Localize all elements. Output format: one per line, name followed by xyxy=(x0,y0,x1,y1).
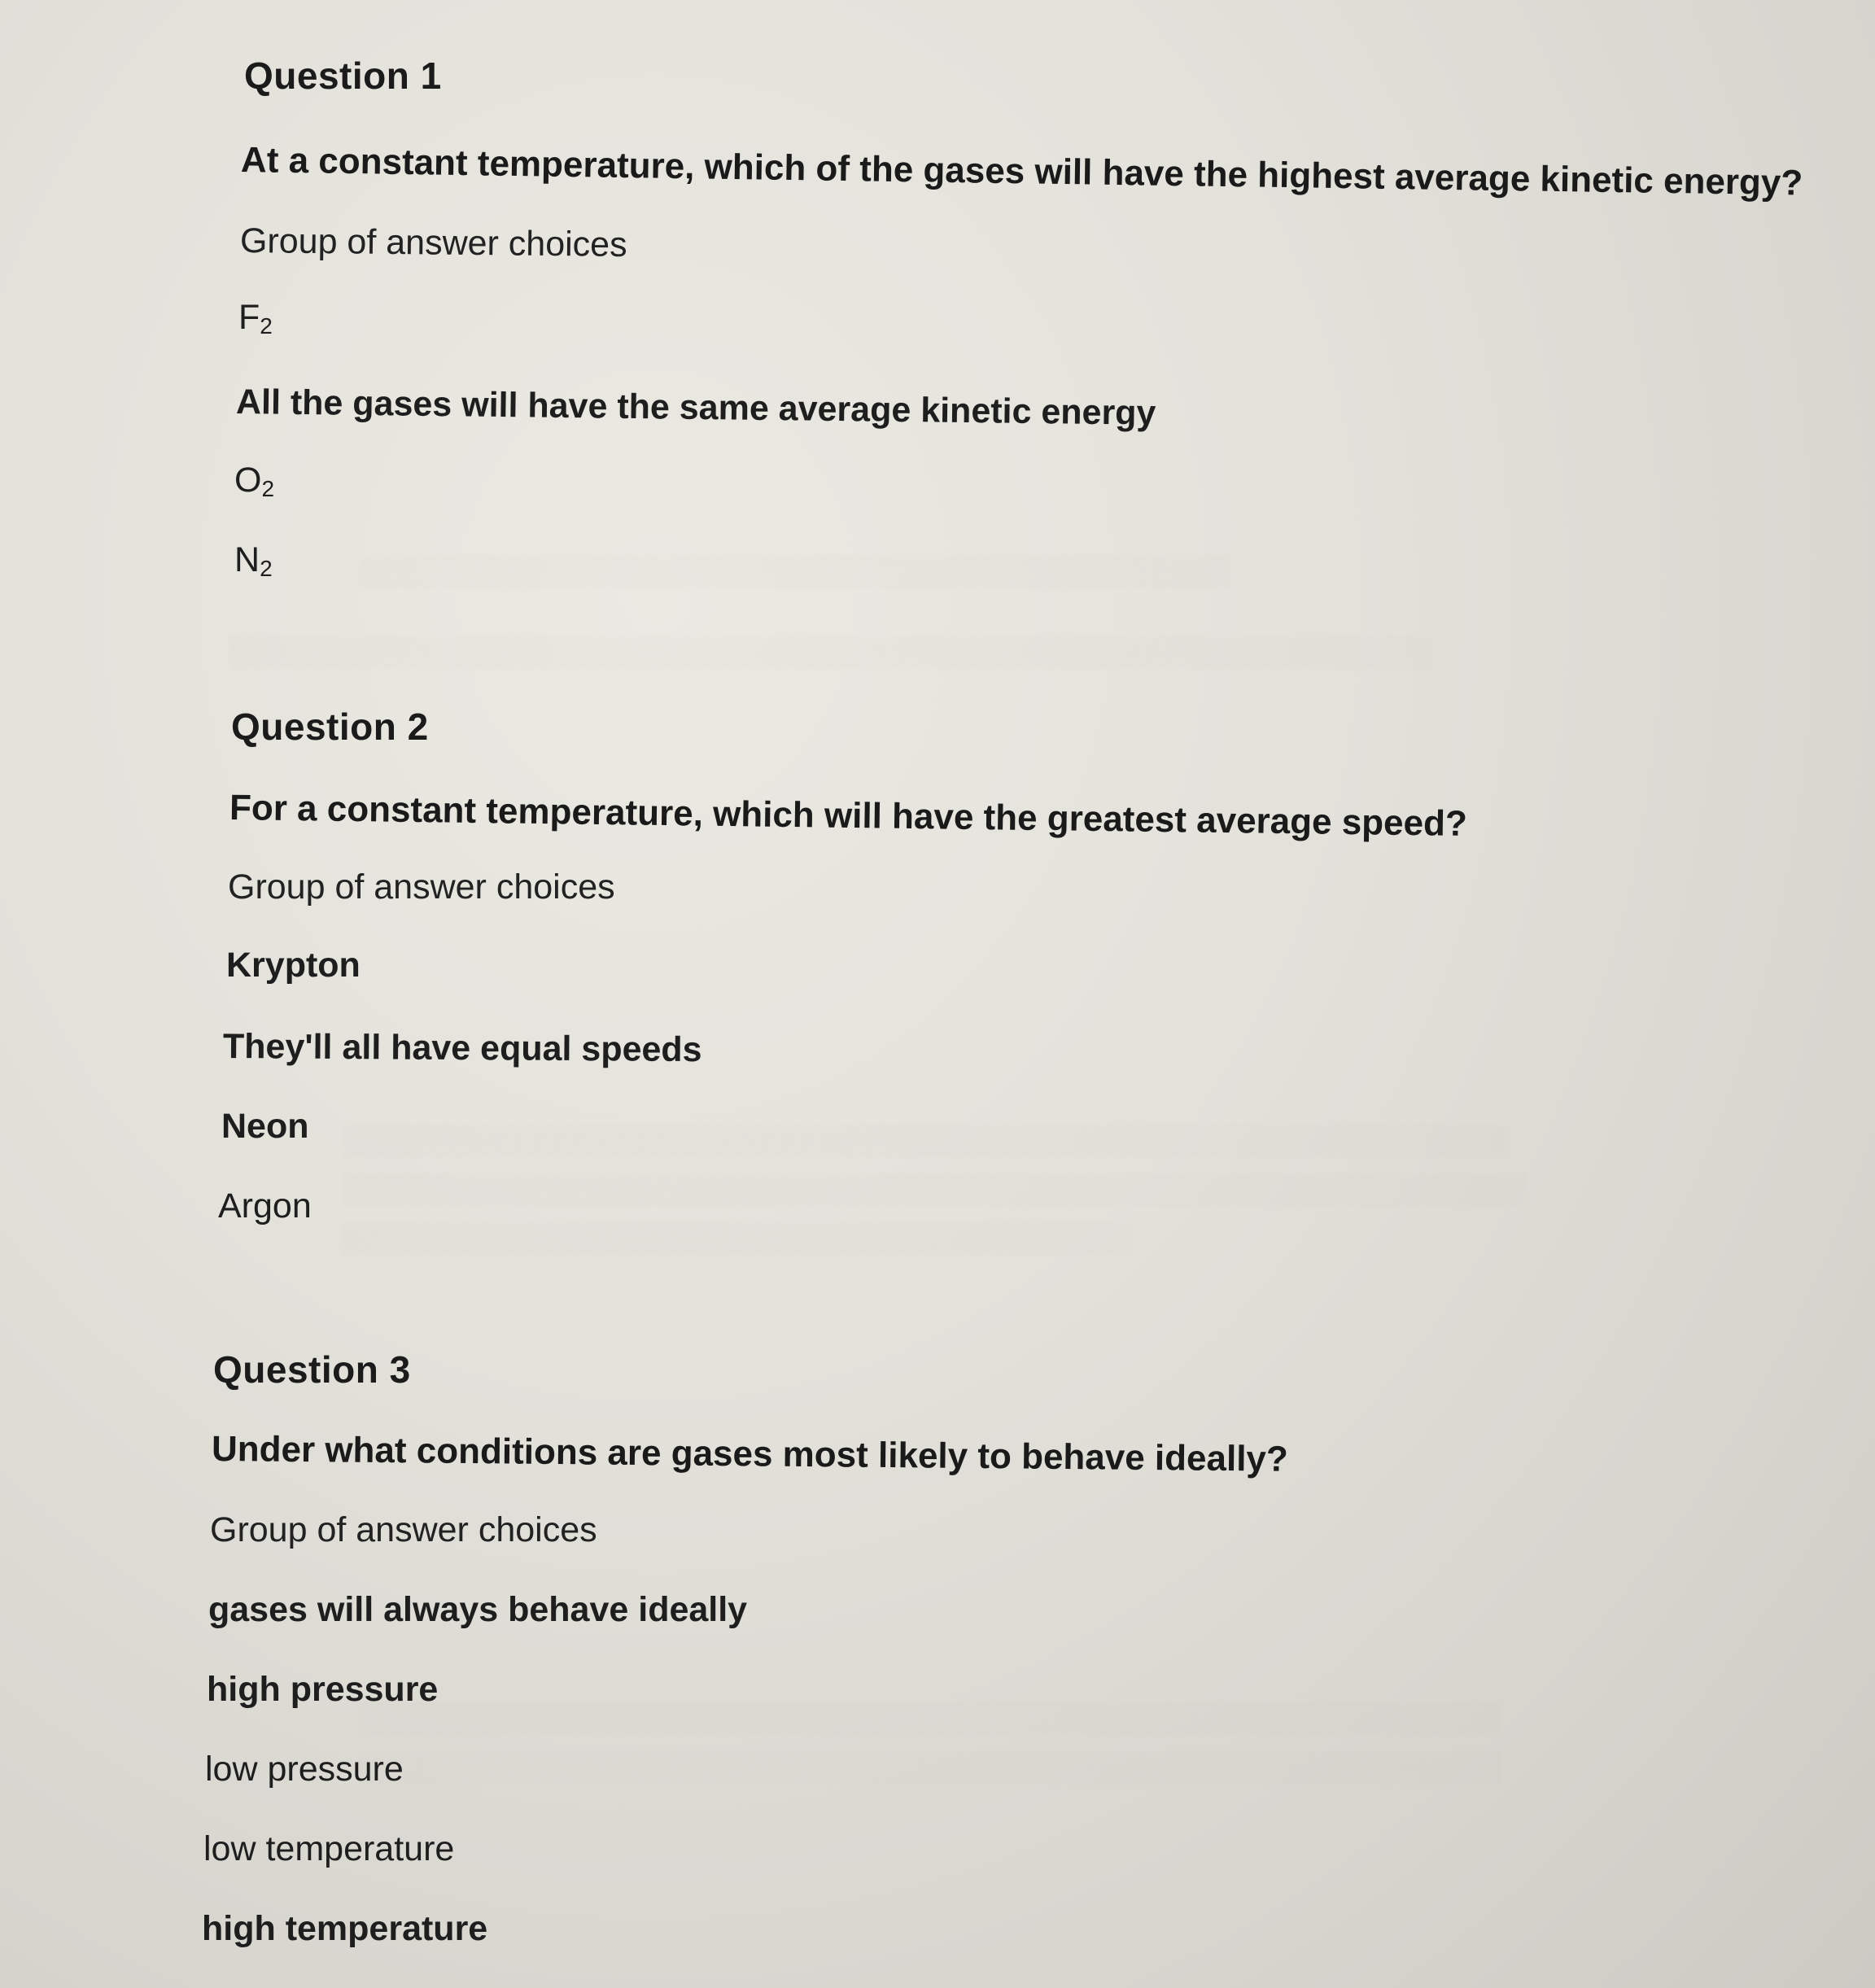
bleed-through-text: ░░░░░░░░░░░░░░░░░░░░░░░░░░░░░░░░░░░░░░░░░░░░░░░░░░░░░░░░ xyxy=(342,1123,1505,1156)
question-1-subheading: Group of answer choices xyxy=(239,221,627,264)
answer-choice-high-temperature[interactable]: high temperature xyxy=(202,1909,488,1948)
answer-choice-same-kinetic-energy[interactable]: All the gases will have the same average kinetic energy xyxy=(235,382,1156,433)
bleed-through-text: ░░░░░░░░░░░░░░░░░░░░░░░░░░░░░░░░░░░░░░░░░░ xyxy=(358,553,1230,587)
bleed-through-text: ░░░░░░░░░░░░░░░░░░░░░░░░░░░░░░░░░░░░░░░░░░░░░░░░░░░░░░░ xyxy=(358,1750,1500,1783)
answer-choice-n2[interactable]: $N_2$ xyxy=(234,540,273,581)
bleed-through-text: ░░░░░░░░░░░░░░░░░░░░░░░░░░░░░░░░░░░░░░░░░░░░░░░░░░░░░░░░░ xyxy=(342,1172,1525,1205)
question-3-title: Question 3 xyxy=(213,1348,411,1391)
answer-choice-krypton[interactable]: Krypton xyxy=(226,946,361,985)
bleed-through-text: ░░░░░░░░░░░░░░░░░░░░░░░░░░░░░░░░░░░░░░░░░░░░░░░░░░░░░░░ xyxy=(358,1701,1500,1734)
answer-choice-argon[interactable]: Argon xyxy=(218,1186,312,1226)
answer-choice-neon[interactable]: Neon xyxy=(221,1107,309,1146)
question-3-prompt: Under what conditions are gases most likely to behave ideally? xyxy=(211,1429,1289,1479)
answer-choice-o2[interactable]: $O_2$ xyxy=(234,461,275,501)
question-3-subheading: Group of answer choices xyxy=(210,1510,597,1549)
answer-choice-f2[interactable]: $F_2$ xyxy=(238,298,273,339)
bleed-through-text: ░░░░░░░░░░░░░░░░░░░░░░░░░░░░░░░░░░░░░░░░░░░░░░░░░░░░░░░░░░ xyxy=(228,635,1432,668)
answer-choice-always-ideal[interactable]: gases will always behave ideally xyxy=(208,1590,748,1629)
question-1-title: Question 1 xyxy=(244,55,442,97)
bleed-through-text: ░░░░░░░░░░░░░░░░░░░░░░░░░░░░░░░░░░░░░░ xyxy=(342,1221,1131,1254)
question-2-title: Question 2 xyxy=(231,706,429,748)
answer-choice-high-pressure[interactable]: high pressure xyxy=(207,1670,439,1709)
answer-choice-low-pressure[interactable]: low pressure xyxy=(205,1750,404,1789)
answer-choice-low-temperature[interactable]: low temperature xyxy=(203,1829,455,1868)
question-2-prompt: For a constant temperature, which will have the greatest average speed? xyxy=(229,788,1468,844)
question-2-subheading: Group of answer choices xyxy=(228,867,615,907)
question-1-prompt: At a constant temperature, which of the gases will have the highest average kinetic energy? xyxy=(240,140,1803,203)
answer-choice-equal-speeds[interactable]: They'll all have equal speeds xyxy=(222,1027,702,1070)
